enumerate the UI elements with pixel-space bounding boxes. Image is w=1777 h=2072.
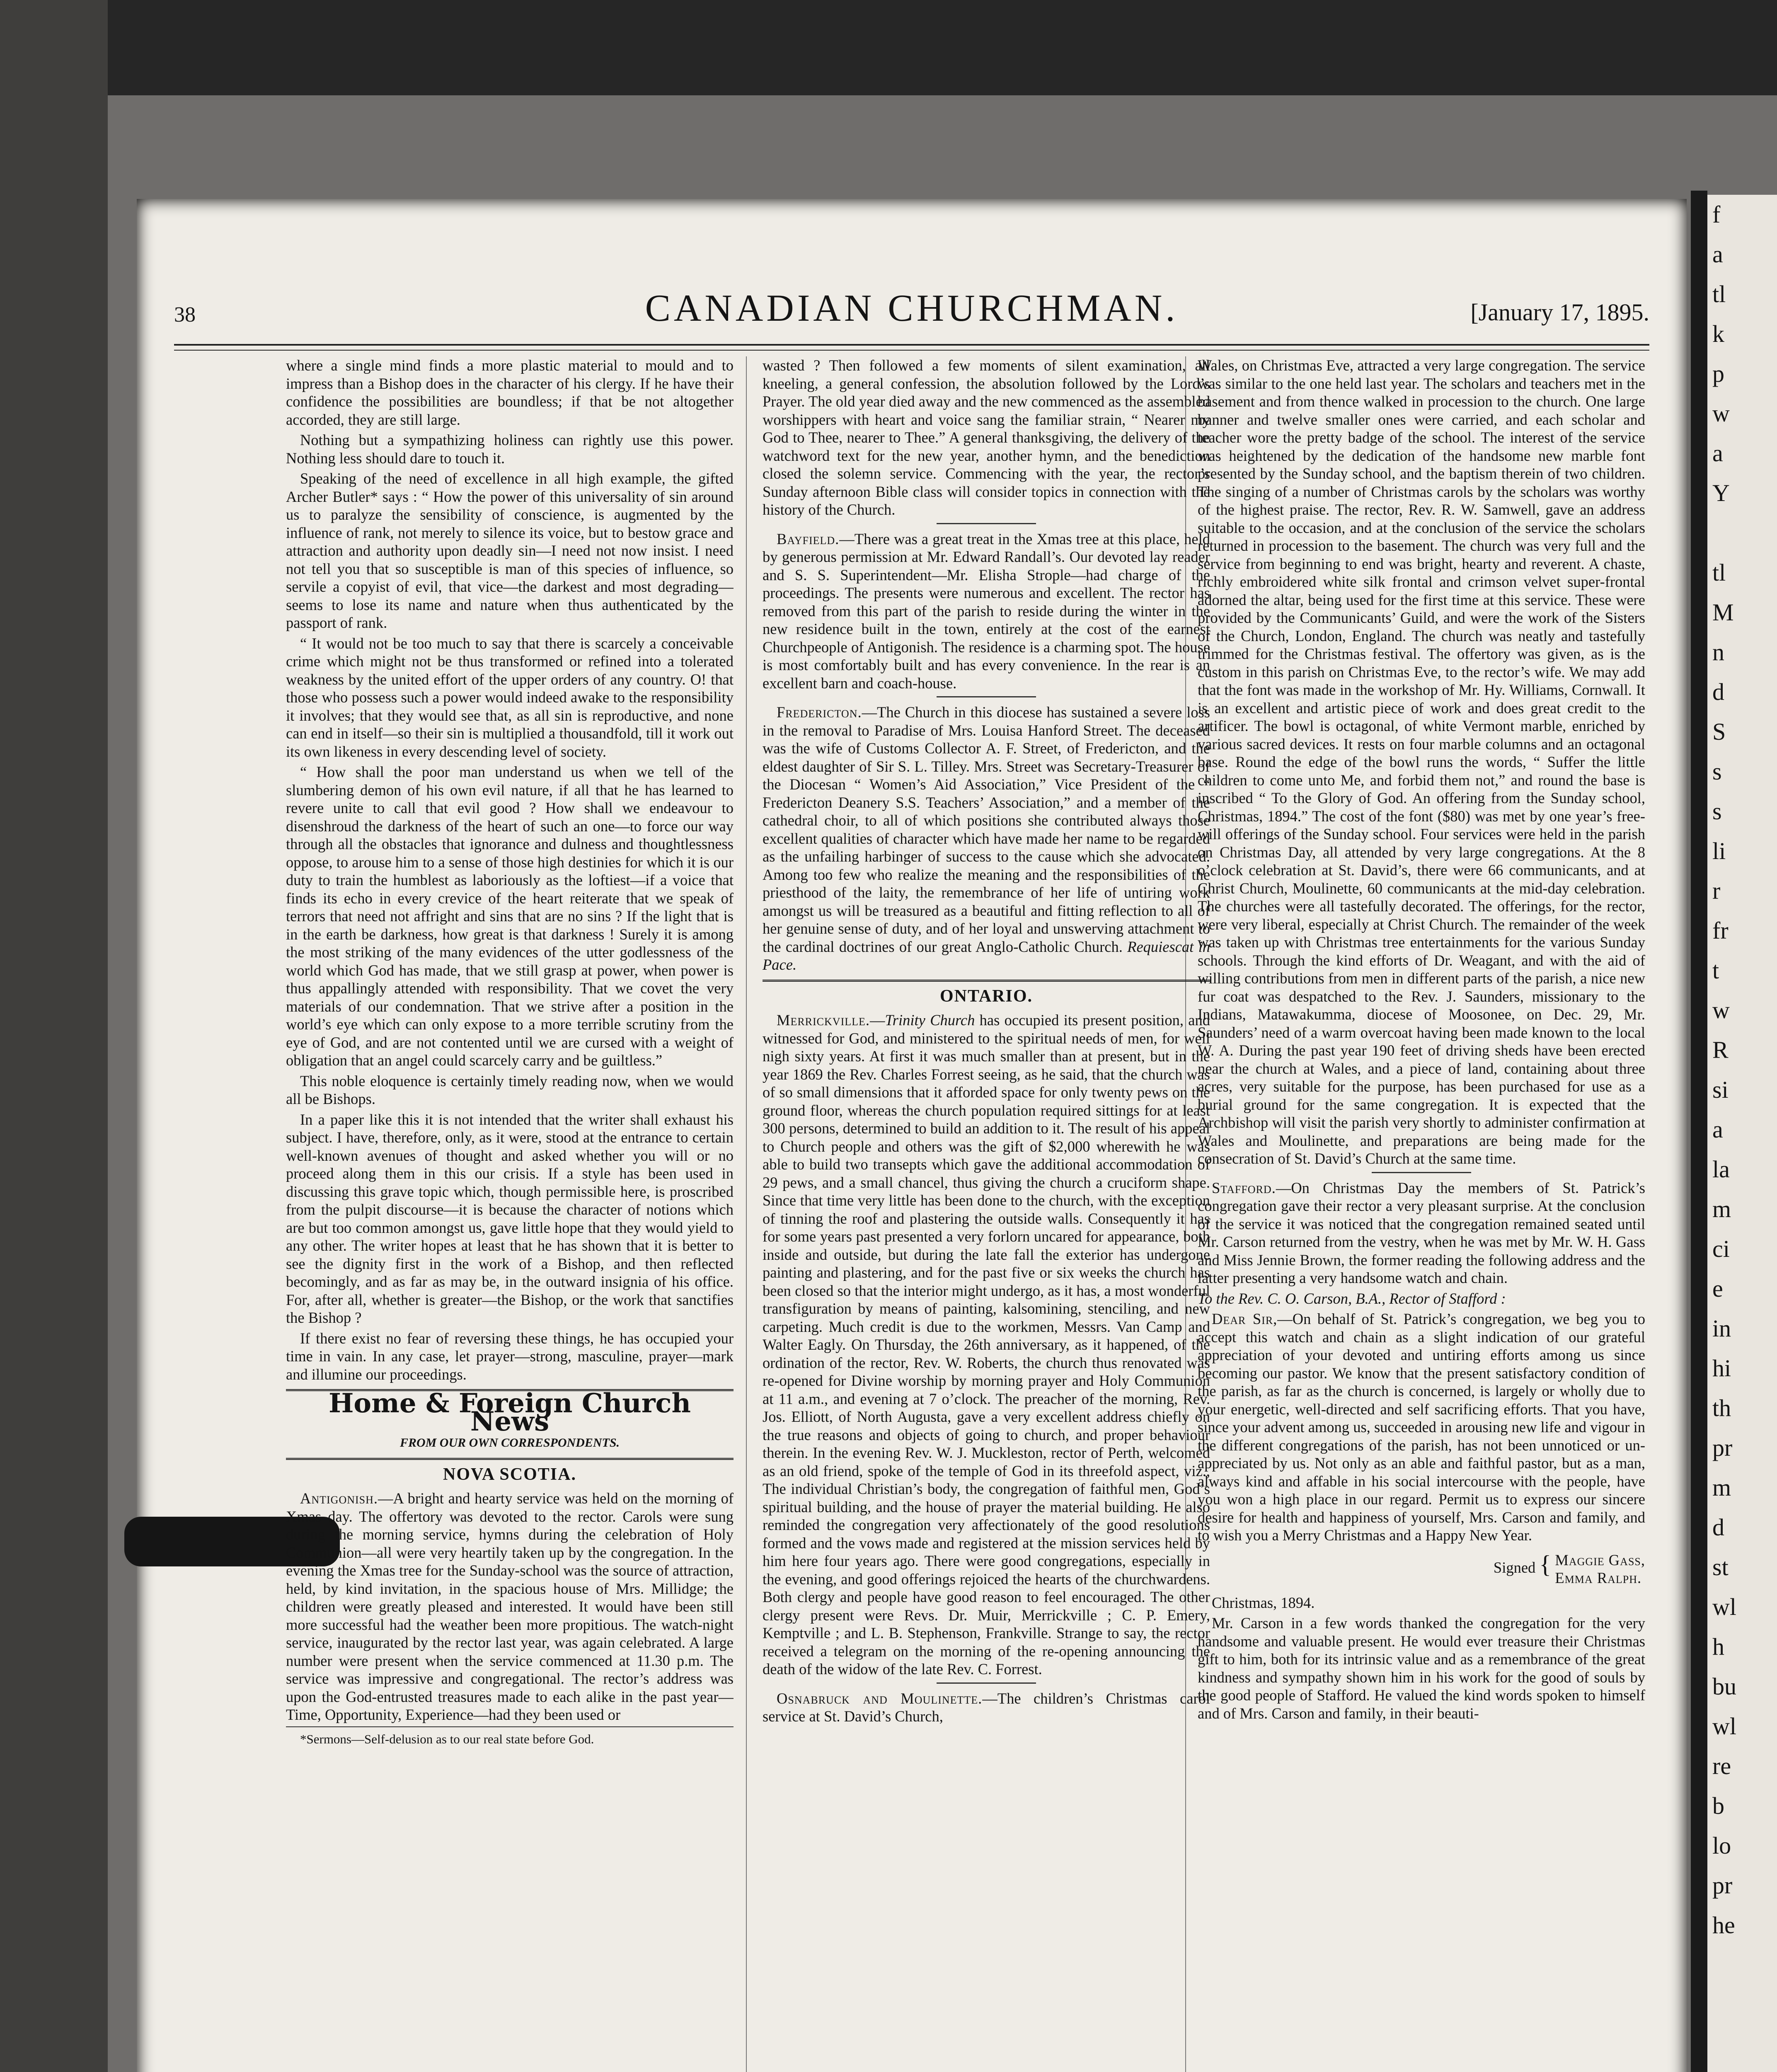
next-page-text-fragment: fr xyxy=(1712,917,1729,944)
next-page-text-fragment: S xyxy=(1712,718,1726,745)
next-page-text-fragment: a xyxy=(1712,440,1723,467)
next-page-text-fragment: lo xyxy=(1712,1832,1731,1859)
next-page-text-fragment: pr xyxy=(1712,1434,1733,1461)
page-header xyxy=(174,286,1649,336)
footnote: *Sermons—Self-delusion as to our real state before God. xyxy=(286,1726,734,1747)
next-page-text-fragment: m xyxy=(1712,1196,1731,1222)
next-page-text-fragment: Y xyxy=(1712,479,1730,506)
next-page-text-fragment: m xyxy=(1712,1474,1731,1501)
next-page-text-fragment: R xyxy=(1712,1036,1729,1063)
next-page-text-fragment: h xyxy=(1712,1633,1724,1660)
paragraph: wasted ? Then followed a few moments of silent examination, all kneeling, a general confession, the absolution followed by the Lord’s Prayer. The old year died away and the new commenced as the assembled worshippers with heart and voice sang the familiar strain, “ Nearer my God to Thee, nearer to Thee.” A general thanksgiving, the delivery of the watchword text for the new year, another hymn, and the benediction closed the solemn service. Commencing with the year, the rector’s Sunday afternoon Bible class will consider topics in connection with the history of the Church. xyxy=(763,357,1210,518)
next-page-text-fragment: s xyxy=(1712,798,1722,825)
place-name: Osnabruck and Moulinette. xyxy=(777,1690,983,1707)
next-page-text-fragment: wl xyxy=(1712,1713,1736,1740)
next-page-text-fragment: k xyxy=(1712,320,1724,347)
next-page-text-fragment: t xyxy=(1712,957,1719,984)
next-page-text-fragment: d xyxy=(1712,678,1724,705)
news-section-title: Home & Foreign Church News xyxy=(328,1388,691,1437)
next-page-text-fragment: si xyxy=(1712,1076,1729,1103)
article-text: —On Christmas Day the members of St. Patrick’s congregation gave their rector a very pleasant surprise. At the conclusion of the service it was noticed that the congregation remained seated until Mr. Carson returned from the vestry, when he was met by Mr. W. H. Gass and Miss Jennie Brown, the former reading the following address and the latter presenting a very handsome watch and chain. xyxy=(1198,1179,1645,1286)
section-rule xyxy=(286,1458,734,1460)
separator xyxy=(937,523,1036,524)
next-page-text-fragment: e xyxy=(1712,1275,1723,1302)
church-name: Trinity Church xyxy=(885,1012,975,1029)
paragraph: In a paper like this it is not intended that the writer shall exhaust his subject. I have, therefore, only, as it were, stood at the entrance to certain well-known avenues of thought and asked whether you will or no proceed along them in this our crisis. If a style has been used in discussing this grave topic which, though permissible here, is proscribed from the pulpit discourse—it is because the character of notions which are but too common amongst us, gave little hope that they would yield to any other. The writer hopes at least that he has shown that it is better to see the dignity first in the work of a Bishop, and then reflected becomingly, and as far as may be, in the outward insignia of his office. For, after all, whether is greater—the Bishop, or the work that sanctifies the Bishop ? xyxy=(286,1111,734,1326)
paragraph: Wales, on Christmas Eve, attracted a very large congregation. The service was similar to the one held last year. The scholars and teachers met in the basement and from thence walked in procession to the church. One large banner and twelve smaller ones were carried, and each scholar and teacher wore the pretty badge of the school. The interest of the service was heightened by the dedication of the handsome new marble font presented by the Sunday school, and the baptism therein of two children. The singing of a number of Christmas carols by the scholars was worthy of the highest praise. The rector, Rev. R. W. Samwell, gave an address suitable to the occasion, and at the conclusion of the service the scholars returned in procession to the basement. The church was very full and the service from beginning to end was bright, hearty and reverent. A chaste, richly embroidered white silk frontal and crimson velvet super-frontal adorned the altar, being used for the first time at this service. These were provided by the Communicants’ Guild, and were the work of the Sisters of the Church, London, England. The church was neatly and tastefully trimmed for the Christmas festival. The offertory was given, as is the custom in this parish on Christmas Eve, to the rector’s wife. We may add that the font was made in the workshop of Mr. Hy. Williams, Cornwall. It is an excellent and artistic piece of work and does great credit to the artificer. The bowl is octagonal, of white Vermont marble, enriched by various sacred devices. It rests on four marble columns and an octagonal base. Round the edge of the bowl runs the words, “ Suffer the little children to come unto Me, and forbid them not,” and round the base is inscribed “ To the Glory of God. An offering from the Sunday school, Christmas, 1894.” The cost of the font ($80) was met by one year’s free-will offerings of the Sunday school. Four services were held in the parish on Christmas Day, all attended by very large congregations. At the 8 o’clock celebration at St. David’s, there were 66 communicants, and at Christ Church, Moulinette, 60 communicants at the mid-day celebration. The churches were all tastefully decorated. The offerings, for the rector, were very liberal, especially at Christ Church. The remainder of the week was taken up with Christmas tree entertainments for the various Sunday schools. Through the kind efforts of Dr. Weagant, and with the aid of willing contributions from men in different parts of the parish, a nice new fur coat was despatched to the Rev. J. Saunders, missionary to the Indians, Matawakumma, diocese of Moosonee, on Dec. 29, Mr. Saunders’ need of a warm overcoat having been made known to the local W. A. During the past year 190 feet of driving sheds have been erected near the church at Wales, and a piece of land, containing about three acres, very suitable for the purpose, has been purchased for use as a burial ground for the same congregation. It is expected that the Archbishop will visit the parish very shortly to administer confirmation at Wales and Moulinette, and preparations are being made for the consecration of St. David’s Church at the same time. xyxy=(1198,357,1645,1167)
next-page-text-fragment: re xyxy=(1712,1752,1731,1779)
paragraph: This noble eloquence is certainly timely reading now, when we would all be Bishops. xyxy=(286,1072,734,1107)
adjacent-page-fragment xyxy=(1707,195,1777,2072)
next-page-text-fragment: r xyxy=(1712,877,1721,904)
signed-label: Signed xyxy=(1493,1559,1536,1576)
paragraph: where a single mind finds a more plastic material to mould and to impress than a Bishop does in the character of his clergy. If he have their confidence the possibilities are boundless; if that be not altogether accorded, they are still large. xyxy=(286,357,734,428)
next-page-text-fragment: li xyxy=(1712,838,1726,864)
next-page-text-fragment: M xyxy=(1712,599,1734,626)
paragraph: Mr. Carson in a few words thanked the congregation for the very handsome and valuable present. He would ever treasure their Christmas gift to him, both for its intrinsic value and as a remembrance of the great kindness and sympathy shown him in his work for the good of souls by the good people of Stafford. He valued the kind words spoken to himself and of Mrs. Carson and family, in their beauti- xyxy=(1198,1615,1645,1722)
heading-ontario: ONTARIO. xyxy=(939,986,1033,1006)
next-page-text-fragment: n xyxy=(1712,639,1724,666)
issue-date: [January 17, 1895. xyxy=(1470,299,1649,326)
column-2: wasted ? Then followed a few moments of silent examination, all kneeling, a general confession, the absolution followed by the Lord’s Prayer. The old year died away and the new commenced as the assembled worshippers with heart and voice sang the familiar strain, “ Nearer my God to Thee, nearer to Thee.” A general thanksgiving, the delivery of the watchword text for the new year, another hymn, and the benediction closed the solemn service. Commencing with the year, the rector’s Sunday afternoon Bible class will consider topics in connection with the history of the Church. Bayfield.—There was a great treat in the Xmas tree at this place, held by generous permission at Mr. Edward Randall’s. Our devoted lay reader and S. S. Superintendent—Mr. Elisha Strople—had charge of the proceedings. The presents were numerous and excellent. The rector has removed from this part of the parish to reside during the winter in the new residence built in the town, entirely at the cost of the earnest Churchpeople of Antigonish. The residence is a charming spot. The house is most comfortably built and has every convenience. In the rear is an excellent barn and coach-house. Fredericton.—The Church in this diocese has sustained a severe loss in the removal to Paradise of Mrs. Louisa Hanford Street. The deceased was the wife of Customs Collector A. F. Street, of Fredericton, and the eldest daughter of Sir S. L. Tilley. Mrs. Street was Secretary-Treasurer of the Diocesan “ Women’s Aid Association,” Vice President of the “ Fredericton Deanery S.S. Teachers’ Association,” and a member of the cathedral choir, to all of which positions she contributed always those excellent qualities of character which have made her name to be regarded as the unfailing harbinger of success to the cause which she advocated. Among too few who realize the meaning and the responsibilities of the priesthood of the laity, the remembrance of her life of untiring work amongst us will be treasured as a beautiful and fitting reflection to all of her genuine sense of duty, and of her loyal and unswerving attachment to the cardinal doctrines of our great Anglo-Catholic Church. Requiescat in Pace. ONTARIO. Merrickville.—Trinity Church has occupied its present position, and witnessed for God, and ministered to the spiritual needs of men, for well nigh sixty years. At first it was much smaller than at present, but in the year 1869 the Rev. Charles Forrest seeing, as he said, that the church was of so small dimensions that it afforded space for only twenty pews on the ground floor, whereas the church population required sittings for at least 300 persons, determined to build an addition to it. The result of his appeal to Church people and others was the gift of $2,000 wherewith he was able to build two transepts which gave the additional accommodation of 29 pews, and a small chancel, thus giving the church a cruciform shape. Since that time very little has been done to the church, with the exception of tinning the roof and plastering the outside walls. Consequently it has for some years past presented a very forlorn uncared for appearance, both inside and outside, but during the late fall the exterior has undergone painting and plastering, and for the past five or six weeks the church has been closed so that the interior might undergo, as it has, a most wonderful transfiguration by means of painting, kalsomining, stenciling, and new carpeting. Much credit is due to the workmen, Messrs. Van Camp and Walter Eagly. On Thursday, the 26th anniversary, as it happened, of the ordination of the rector, Rev. W. Roberts, the church thus renovated was re-opened for Divine worship by morning prayer and Holy Communion at 11 a.m., and evening at 7 o’clock. The preacher of the morning, Rev. Jos. Elliott, of North Augusta, gave a very excellent address chiefly on the true reasons and objects of going to church, and proper behaviour therein. In the evening Rev. W. J. Muckleston, rector of Perth, welcomed as an old friend, spoke of the temple of God in its threefold aspect, viz., The individual Christian’s body, the congregation of faithful men, God’s spiritual building, and the house of prayer the material building. He also reminded the congregation very affectionately of the good resolutions formed and the vows made and registered at the mission services held by him here four years ago. There were good congregations, especially in the evening, and good offerings rejoiced the hearts of the churchwardens. Both clergy and people have good reason to feel encouraged. The other clergy present were Revs. Dr. Muir, Merrickville ; C. P. Emery, Kemptville ; and L. B. Stephenson, Frankville. Strange to say, the rector received a telegram on the morning of the re-opening announcing the death of the widow of the late Rev. C. Forrest. Osnabruck and Moulinette.—The children’s Christmas carol service at St. David’s Church, xyxy=(763,357,1210,1725)
next-page-text-fragment: th xyxy=(1712,1394,1731,1421)
separator xyxy=(937,1682,1036,1684)
paragraph: “ How shall the poor man understand us when we tell of the slumbering demon of his own evil nature, if all that he has learned to revere unite to call that evil good ? How shall we endeavour to disenshroud the darkness of the heart of such an one—to force our way through all the obstacles that ignorance and dulness and thoughtlessness oppose, to arouse him to a sense of those high destinies for which it is our duty to train the humblest as laboriously as the loftiest—if a voice that finds its echo in every crevice of the heart reiterate that we speak of terrors that need not affright and sins that are no sins ? If the light that is in the earth be darkness, how great is that darkness ! Surely it is among the most striking of the many evidences of the utter godlessness of the world which God has made, that we still grasp at power, when power is thus appallingly attended with responsibility. That we covet the very materials of our condemnation. That we strive after a position in the world’s eye which can only expose to a more terrible scrutiny from the eye of God, and are not contented until we are cursed with a weight of obligation that an angel could scarcely carry and be guiltless.” xyxy=(286,763,734,1069)
next-page-text-fragment: bu xyxy=(1712,1673,1736,1700)
next-page-text-fragment: p xyxy=(1712,360,1724,387)
signer-name: Maggie Gass, xyxy=(1555,1551,1645,1569)
next-page-text-fragment: tl xyxy=(1712,281,1726,307)
next-page-text-fragment: w xyxy=(1712,997,1730,1024)
paragraph: If there exist no fear of reversing these things, he has occupied your time in vain. In any case, let prayer—strong, masculine, prayer—mark and illumine our proceedings. xyxy=(286,1329,734,1383)
section-rule xyxy=(763,980,1210,982)
separator xyxy=(1372,1172,1471,1173)
article-text: —There was a great treat in the Xmas tree at this place, held by generous permission at Mr. Edward Randall’s. Our devoted lay reader and S. S. Superintendent—Mr. Elisha Strople—had charge of the proceedings. The presents were numerous and excellent. The rector has removed from this part of the parish to reside during the winter in the new residence built in the town, entirely at the cost of the earnest Churchpeople of Antigonish. The residence is a charming spot. The house is most comfortably built and has every convenience. In the rear is an excellent barn and coach-house. xyxy=(763,530,1210,692)
next-page-text-fragment: st xyxy=(1712,1554,1729,1581)
paragraph: “ It would not be too much to say that there is scarcely a conceivable crime which might not be thus transformed or refined into a tolerated weakness by the united effort of the upper orders of any country. O! that those who possess such a power would indeed awake to the responsibility it involves; that they would see that, as all sin is reproductive, and none can end in itself—so their sin is multiplied a thousandfold, till it work out its own likeness in every descending level of society. xyxy=(286,634,734,760)
column-divider xyxy=(746,356,747,2072)
page-number: 38 xyxy=(174,303,196,327)
next-page-text-fragment: a xyxy=(1712,241,1723,268)
news-section-subtitle: FROM OUR OWN CORRESPONDENTS. xyxy=(399,1436,620,1450)
next-page-text-fragment: la xyxy=(1712,1156,1730,1183)
heading-nova-scotia: NOVA SCOTIA. xyxy=(443,1464,576,1484)
column-1 xyxy=(286,356,734,2072)
microfilm-left-edge xyxy=(0,0,108,2072)
next-page-text-fragment: wl xyxy=(1712,1593,1736,1620)
paragraph: Nothing but a sympathizing holiness can rightly use this power. Nothing less should dare to touch it. xyxy=(286,431,734,467)
signer-name: Emma Ralph. xyxy=(1555,1569,1642,1586)
page-binding xyxy=(1691,191,1707,2072)
next-page-text-fragment: ci xyxy=(1712,1235,1730,1262)
signature-block: Signed { Maggie Gass, Emma Ralph. xyxy=(1493,1550,1645,1586)
place-name: Merrickville. xyxy=(777,1012,870,1029)
header-rule xyxy=(174,344,1649,351)
address-salutation: To the Rev. C. O. Carson, B.A., Rector of Stafford : xyxy=(1198,1290,1506,1307)
next-page-text-fragment: pr xyxy=(1712,1872,1733,1899)
next-page-text-fragment: d xyxy=(1712,1514,1724,1541)
separator xyxy=(937,696,1036,697)
next-page-text-fragment: he xyxy=(1712,1912,1735,1939)
microfilm-top-band xyxy=(0,0,1777,95)
next-page-text-fragment xyxy=(1707,513,1777,553)
place-name: Fredericton. xyxy=(777,704,862,721)
article-text: —The children’s Christmas carol service at St. David’s Church, xyxy=(763,1690,1210,1725)
next-page-text-fragment: a xyxy=(1712,1116,1723,1143)
place-name: Bayfield. xyxy=(777,530,840,547)
dear-sir: Dear Sir, xyxy=(1212,1310,1278,1327)
next-page-text-fragment: f xyxy=(1712,201,1721,228)
next-page-text-fragment: in xyxy=(1712,1315,1731,1342)
next-page-text-fragment: s xyxy=(1712,758,1722,785)
dateline: Christmas, 1894. xyxy=(1212,1594,1315,1611)
article-text: —The Church in this diocese has sustained a severe loss in the removal to Paradise of Mrs. Louisa Hanford Street. The deceased was the wife of Customs Collector A. F. Street, of Fredericton, and the eldest daughter of Sir S. L. Tilley. Mrs. Street was Secretary-Treasurer of the Diocesan “ Women’s Aid Association,” Vice President of the “ Fredericton Deanery S.S. Teachers’ Association,” and a member of the cathedral choir, to all of which positions she contributed always those excellent qualities of character which have made her name to be regarded as the unfailing harbinger of success to the cause which she advocated. Among too few who realize the meaning and the responsibilities of the priesthood of the laity, the remembrance of her life of untiring work amongst us will be treasured as a beautiful and fitting reflection to all of her genuine sense of duty, and of her loyal and unswerving attachment to the cardinal doctrines of our great Anglo-Catholic Church. xyxy=(763,704,1210,955)
next-page-text-fragment: w xyxy=(1712,400,1730,427)
paragraph: Speaking of the need of excellence in all high example, the gifted Archer Butler* says : “ How the power of this universality of sin around us to paralyze the sensibility of conscience, is augmented by the influence of rank, not merely to silence its voice, but to bestow grace and attraction and authority upon deadly sin—I need not now insist. I need not tell you that so susceptible is man of this species of influence, so servile a copyist of evil, that vice—the darkest and most degrading—seems to lose its name and nature when thus authenticated by the passport of rank. xyxy=(286,470,734,631)
masthead-title: CANADIAN CHURCHMAN. xyxy=(645,287,1179,329)
column-3 xyxy=(1198,356,1645,2072)
article-text: has occupied its present position, and witnessed for God, and ministered to the spiritual needs of men, for well nigh sixty years. At first it was much smaller than at present, but in the year 1869 the Rev. Charles Forrest seeing, as he said, that the church was of so small dimensions that it afforded space for only twenty pews on the ground floor, whereas the church population required sittings for at least 300 persons, determined to build an addition to it. The result of his appeal to Church people and others was the gift of $2,000 wherewith he was able to build two transepts which gave the additional accommodation of 29 pews, and a small chancel, thus giving the church a cruciform shape. Since that time very little has been done to the church, with the exception of tinning the roof and plastering the outside walls. Consequently it has for some years past presented a very forlorn uncared for appearance, both inside and outside, but during the late fall the exterior has undergone painting and plastering, and for the past five or six weeks the church has been closed so that the interior might undergo, as it has, a most wonderful transfiguration by means of painting, kalsomining, stenciling, and new carpeting. Much credit is due to the workmen, Messrs. Van Camp and Walter Eagly. On Thursday, the 26th anniversary, as it happened, of the ordination of the rector, Rev. W. Roberts, the church thus renovated was re-opened for Divine worship by morning prayer and Holy Communion at 11 a.m., and evening at 7 o’clock. The preacher of the morning, Rev. Jos. Elliott, of North Augusta, gave a very excellent address chiefly on the true reasons and objects of going to church, and proper behaviour therein. In the evening Rev. W. J. Muckleston, rector of Perth, welcomed as an old friend, spoke of the temple of God in its threefold aspect, viz., The individual Christian’s body, the congregation of faithful men, God’s spiritual building, and the house of prayer the material building. He also reminded the congregation very affectionately of the good resolutions formed and the vows made and registered at the mission services held by him here four years ago. There were good congregations, especially in the evening, and good offerings rejoiced the hearts of the churchwardens. Both clergy and people have good reason to feel encouraged. The other clergy present were Revs. Dr. Muir, Merrickville ; C. P. Emery, Kemptville ; and L. B. Stephenson, Frankville. Strange to say, the rector received a telegram on the morning of the re-opening announcing the death of the widow of the late Rev. C. Forrest. xyxy=(763,1012,1210,1677)
place-name: Antigonish. xyxy=(300,1490,378,1507)
next-page-text-fragment: tl xyxy=(1712,559,1726,586)
place-name: Stafford. xyxy=(1212,1179,1276,1196)
article-text: —A bright and hearty service was held on the morning of Xmas day. The offertory was devoted to the rector. Carols were sung during the morning service, hymns during the celebration of Holy Communion—all were very heartily taken up by the congregation. In the evening the Xmas tree for the Sunday-school was the source of attraction, held, by kind invitation, in the spacious house of Mrs. Millidge; the children were greatly pleased and interested. It would have been still more successful had the weather been more propitious. The watch-night service, inaugurated by the rector last year, was again celebrated. A large number were present when the service commenced at 11.30 p.m. The service was impressive and congregational. The rector’s address was upon the God-entrusted treasures made to each alike in the past year—Time, Opportunity, Experience—had they been used or xyxy=(286,1490,734,1723)
requiescat: Requiescat in Pace. xyxy=(763,938,1210,973)
next-page-text-fragment: b xyxy=(1712,1792,1724,1819)
letter-text: —On behalf of St. Patrick’s congregation, we beg you to accept this watch and chain as a slight indication of our grateful appreciation of your devoted and untiring efforts among us since becoming our pastor. We know that the present satisfactory condition of the parish, as far as the church is concerned, is largely or wholly due to your energetic, well-directed and self sacrificing efforts. That you have, since your advent among us, succeeded in arousing new life and vigour in the different congregations of the parish, has not been unnoticed or un-appreciated by us. Not only as an able and faithful pastor, but as a man, always kind and affable in his social intercourse with the people, have you won a high place in our regard. Permit us to express our sincere desire for health and happiness of yourself, Mrs. Carson and family, and to wish you a Merry Christmas and a Happy New Year. xyxy=(1198,1310,1645,1544)
next-page-text-fragment: hi xyxy=(1712,1355,1731,1382)
